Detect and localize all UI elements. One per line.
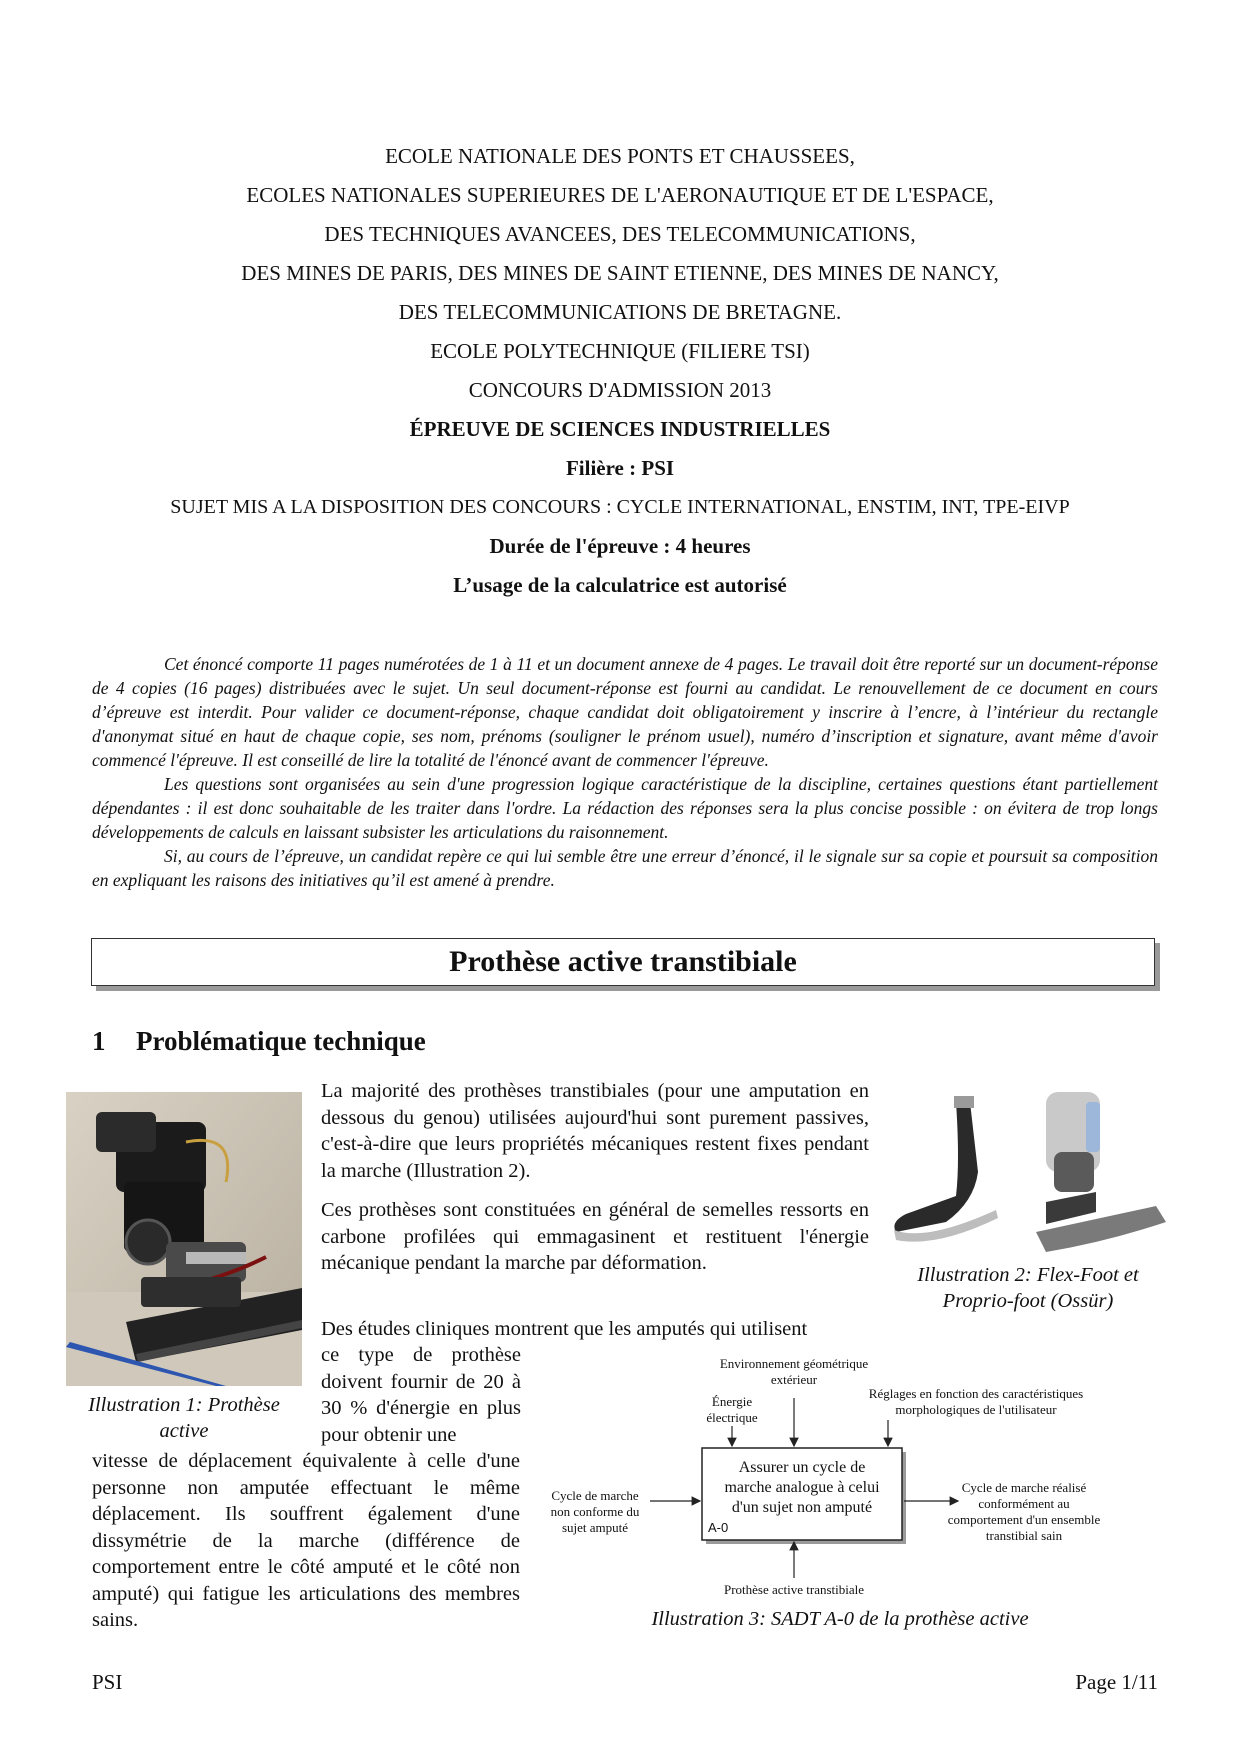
paragraph-1: La majorité des prothèses transtibiales (pour une amputation en dessous du genou) utilisées aujourd'hui sont purement passives, c'est-à-dire que leurs propriétés mécaniques restent fixes pendant la marche (Illustration 2). <box>321 1080 869 1182</box>
section-title: Problématique technique <box>136 1026 426 1056</box>
illustration-2-photo <box>886 1092 1170 1258</box>
header-line-2: ECOLES NATIONALES SUPERIEURES DE L'AERONAUTIQUE ET DE L'ESPACE, <box>246 183 994 207</box>
filiere: Filière : PSI <box>565 456 675 480</box>
instructions-p1: Cet énoncé comporte 11 pages numérotées de 1 à 11 et un document annexe de 4 pages. Le travail doit être reporté sur un document-réponse de 4 copies (16 pages) distribuées avec le sujet. Un seul document-réponse est fourni au candidat. Le renouvellement de ce document en cours d’épreuve est interdit. Pour valider ce document-réponse, chaque candidat doit obligatoirement y inscrire à l’encre, à l’intérieur du rectangle d'anonymat situé en haut de chaque copie, ses nom, prénoms (souligner le prénom usuel), numéro d’inscription et signature, avant même d'avoir commencé l'épreuve. Il est conseillé de lire la totalité de l'énoncé avant de commencer l'épreuve. <box>92 654 1158 770</box>
header-line-1: ECOLE NATIONALE DES PONTS ET CHAUSSEES, <box>385 144 855 168</box>
paragraph-3a: Des études cliniques montrent que les amputés qui utilisent <box>321 1318 808 1340</box>
sadt-output: Cycle de marche réalisé conformément au comportement d'un ensemble transtibial sain <box>947 1480 1101 1543</box>
illustration-3-caption: Illustration 3: SADT A-0 de la prothèse active <box>651 1608 1029 1630</box>
footer-left: PSI <box>92 1670 123 1694</box>
sujet-line: SUJET MIS A LA DISPOSITION DES CONCOURS : CYCLE INTERNATIONAL, ENSTIM, INT, TPE-EIVP <box>170 496 1070 518</box>
epreuve-title: ÉPREUVE DE SCIENCES INDUSTRIELLES <box>409 417 831 441</box>
header-line-3: DES TECHNIQUES AVANCEES, DES TELECOMMUNICATIONS, <box>324 222 916 246</box>
section-heading <box>92 1025 426 1057</box>
header-line-4: DES MINES DE PARIS, DES MINES DE SAINT ETIENNE, DES MINES DE NANCY, <box>241 261 999 285</box>
header-line-6: ECOLE POLYTECHNIQUE (FILIERE TSI) <box>430 339 810 363</box>
sadt-input: Cycle de marche non conforme du sujet amputé <box>550 1488 640 1535</box>
sadt-diagram <box>540 1356 1180 1606</box>
header-line-7: CONCOURS D'ADMISSION 2013 <box>468 378 772 402</box>
footer-page-number: Page 1/11 <box>1075 1670 1158 1694</box>
sadt-control-reglages: Réglages en fonction des caractéristiques morphologiques de l'utilisateur <box>868 1386 1084 1417</box>
paragraph-2: Ces prothèses sont constituées en général de semelles ressorts en carbone profilées qui emmagasinent et restituent l'énergie mécanique pendant la marche par déformation. <box>321 1199 869 1274</box>
paragraph-3b: ce type de prothèse doivent fournir de 20 à 30 % d'énergie en plus pour obtenir une <box>321 1344 521 1446</box>
sadt-node-label: A-0 <box>708 1520 729 1535</box>
document-title: Prothèse active transtibiale <box>91 938 1155 986</box>
illustration-1-caption: Illustration 1: Prothèse active <box>88 1394 280 1442</box>
sadt-control-energie: Énergie électrique <box>706 1394 758 1425</box>
paragraph-3c: vitesse de déplacement équivalente à celle d'une personne non amputée effectuant le même déplacement. Ils souffrent également d'une dissymétrie de la marche (différence de comportement entre le côté amputé et le côté non amputé) qui fatigue les articulations des membres sains. <box>92 1450 520 1631</box>
instructions-p3: Si, au cours de l’épreuve, un candidat repère ce qui lui semble être une erreur d’énoncé, il le signale sur sa copie et poursuit sa composition en expliquant les raisons des initiatives qu’il est amené à prendre. <box>92 846 1158 890</box>
sadt-mechanism: Prothèse active transtibiale <box>723 1582 865 1597</box>
instructions-p2: Les questions sont organisées au sein d'une progression logique caractéristique de la discipline, certaines questions étant partiellement dépendantes : il est donc souhaitable de les traiter dans l'ordre. La rédaction des réponses sera la plus concise possible : on évitera de trop longs développements de calculs en laissant subsister les articulations du raisonnement. <box>92 774 1158 842</box>
duree: Durée de l'épreuve : 4 heures <box>489 534 751 558</box>
instructions <box>92 652 1158 892</box>
illustration-2-caption: Illustration 2: Flex-Foot et Proprio-foot (Ossür) <box>917 1264 1139 1312</box>
sadt-control-environment: Environnement géométrique extérieur <box>719 1356 869 1387</box>
calculatrice: L’usage de la calculatrice est autorisé <box>453 573 787 597</box>
sadt-function: Assurer un cycle de marche analogue à celui d'un sujet non amputé <box>724 1459 880 1516</box>
section-number: 1 <box>92 1026 106 1056</box>
illustration-1-photo <box>66 1092 302 1386</box>
header-line-5: DES TELECOMMUNICATIONS DE BRETAGNE. <box>398 300 842 324</box>
